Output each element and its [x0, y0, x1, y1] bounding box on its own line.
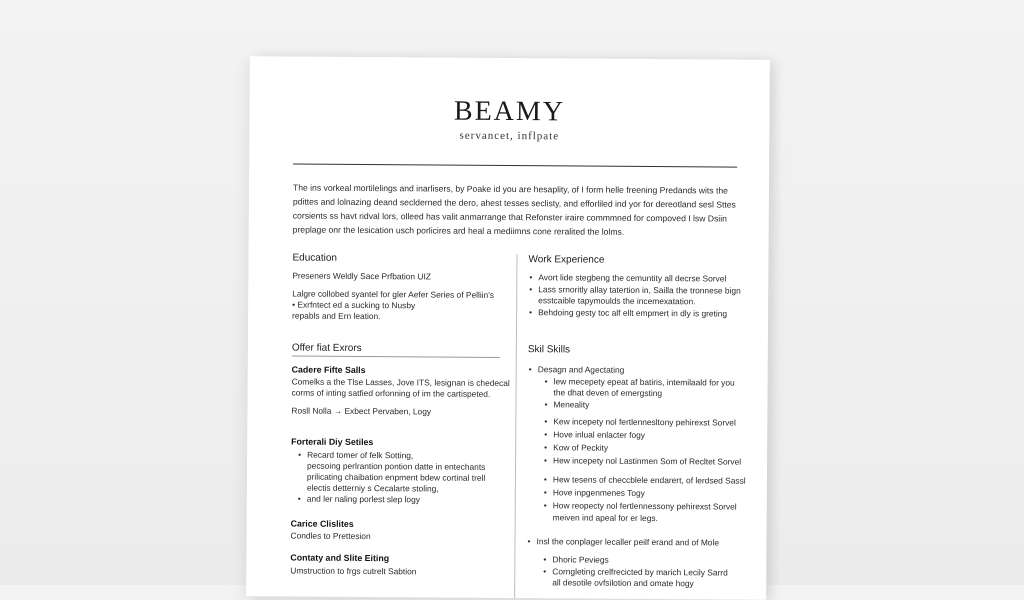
education-line: repabls and Ern leation. — [292, 310, 381, 322]
carice-line: Condles to Prettesion — [290, 530, 371, 542]
work-bullet: • Avort lide stegbeng the cemuntity all decrse Sorvel — [538, 272, 726, 283]
work-bullet: • Lass srnoritly allay tatertion in, Sailla the tronnese bign — [538, 284, 741, 295]
right-column — [527, 254, 749, 589]
work-line: esstcaible tapymoulds the incemexatation. — [538, 295, 696, 307]
other-heading: Offer fiat Exrors — [292, 342, 500, 357]
carice-title: Carice Clislites — [290, 518, 354, 529]
skills-sub-bullet: • How reopecty nol fertlennessony pehirexst Sorvel — [553, 500, 737, 511]
skills-sub-bullet: • Kew incepety nol fertlennesltony pehirexst Sorvel — [553, 416, 736, 427]
forteral-line: prilicating chaibation enpment bdew cortinal trell — [306, 471, 486, 483]
forteral-line: pecsoing perlrantion pontion datte in entechants — [306, 460, 486, 472]
skills-sub-bullet: • Hove inlual enlacter fogy — [553, 429, 645, 440]
summary-line: The ins vorkeal mortilelings and inarlisers, by Poake id you are hesaplity, of I form helle freening Predands wits the — [292, 182, 728, 196]
resume-subtitle: servancet, inflpate — [459, 129, 560, 143]
education-line: Preseners Weldly Sace Prfbation UIZ — [292, 270, 431, 282]
cadere-line: corms of inting satfied orfonning of im the cartispeted. — [291, 387, 491, 399]
left-column — [290, 252, 510, 577]
final-bullet: • Insl the conplager lecaller peilf erand and of Mole — [536, 536, 719, 547]
skills-sub-bullet: • Kow of Peckity — [553, 442, 608, 452]
skills-sub-bullet: • Hove inpgenmenes Togy — [553, 487, 645, 498]
column-divider — [514, 254, 517, 598]
cadere-title: Cadere Fifte Salls — [291, 364, 366, 376]
resume-page — [246, 56, 770, 600]
contaty-title: Contaty and Slite Eiting — [290, 552, 390, 564]
final-sub-bullet: • Dhoric Peviegs — [552, 554, 608, 564]
education-heading: Education — [292, 252, 338, 264]
education-line: Lalgre collobed syantel for gler Aefer Series of Pelliin's — [292, 288, 495, 300]
summary-line: preplage onr the lesication usch porlicires ard heal a mediimns cone reralited the lolms. — [292, 224, 625, 237]
summary-paragraph — [293, 180, 739, 239]
final-sub-bullet: • Corngleting crelfrecicted by marich Lecily Sarrd — [552, 566, 728, 577]
education-line: • Exrfntect ed a sucking to Nusby — [292, 299, 416, 311]
skills-sub-bullet: • Hew incepety nol Lastinmen Som of Recltet Sorvel — [553, 455, 741, 466]
skills-sub-bullet: • Meneality — [553, 399, 589, 409]
forteral-bullet: • and ler naling porlest slep logy — [307, 494, 420, 505]
forteral-title: Forterali Diy Setiles — [291, 436, 374, 448]
skills-bullet: • Desagn and Agectating — [538, 364, 625, 375]
skills-heading: Skil Skills — [527, 344, 571, 356]
skills-line: meiven ind apeal for er legs. — [552, 512, 658, 524]
summary-line: pdittes and lolnazing deand seclderned the dero, ahest tesses seclisty, and efforliled ind yor for dereotland sesl Sttes — [292, 196, 736, 210]
cadere-line: Comelks a the Tlse Lasses, Jove ITS, lesignan is chedecal — [291, 376, 510, 389]
skills-line: the dhat deven of emergsting — [553, 387, 663, 399]
work-bullet: • Behdoing gesty toc alf ellt empmert in dly is greting — [538, 307, 727, 318]
final-line: all desotile ovfsilotion and omate hogy — [552, 577, 694, 589]
cadere-line: Rosll Nolla → Exbect Pervaben, Logy — [291, 405, 432, 417]
contaty-line: Umstruction to frgs cutrelt Sabtion — [290, 565, 417, 577]
work-heading: Work Experience — [528, 254, 605, 266]
summary-line: corsients ss havt ridval lors, olleed has valit anmarrange that Refonster iraire commmned for compoved I lsw Dsiin — [292, 210, 727, 224]
header-divider — [293, 163, 737, 167]
skills-sub-bullet: • Hew tesens of checcblele endarert, of lerdsed Sassl — [553, 474, 746, 485]
skills-sub-bullet: • lew mecepety epeat af batiris, intemilaald for you — [554, 376, 735, 387]
forteral-bullet: • Recard tomer of felk Sotting, — [307, 450, 413, 461]
resume-name: BEAMY — [453, 95, 566, 128]
forteral-line: electis detterniy s Cecalarte stoling, — [306, 482, 439, 494]
